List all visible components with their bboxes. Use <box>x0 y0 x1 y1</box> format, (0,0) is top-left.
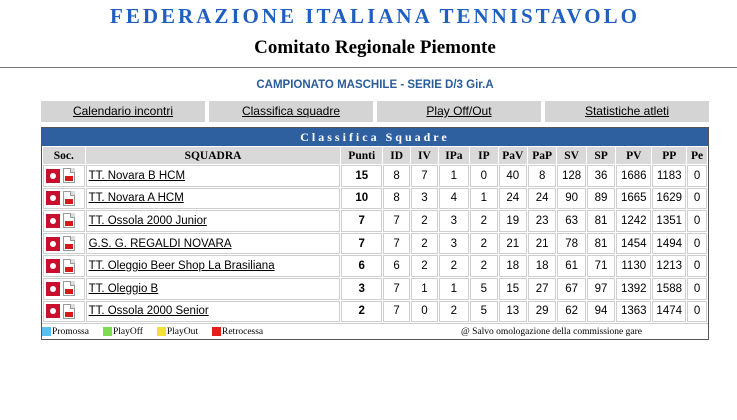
pp-cell: 1183 <box>652 165 686 187</box>
pav-cell: 19 <box>499 210 527 232</box>
sv-cell: 90 <box>557 188 585 210</box>
society-logo-icon[interactable] <box>46 282 60 296</box>
pp-cell: 1474 <box>652 301 686 323</box>
standings-caption: Classifica Squadre <box>42 128 708 146</box>
col-sv: SV <box>557 147 585 164</box>
pap-cell: 24 <box>528 188 556 210</box>
pp-cell: 1629 <box>652 188 686 210</box>
id-cell: 7 <box>383 233 410 255</box>
col-punti: Punti <box>341 147 381 164</box>
pdf-icon[interactable] <box>63 213 75 228</box>
punti-cell: 10 <box>341 188 381 210</box>
team-cell <box>86 301 341 323</box>
id-cell: 8 <box>383 165 410 187</box>
ip-cell: 2 <box>470 233 497 255</box>
iv-cell: 3 <box>411 188 437 210</box>
ip-cell: 2 <box>470 255 497 277</box>
pp-cell: 1588 <box>652 278 686 300</box>
col-ipa: IPa <box>439 147 470 164</box>
society-cell <box>43 165 85 187</box>
iv-cell: 2 <box>411 255 437 277</box>
pap-cell: 23 <box>528 210 556 232</box>
pp-cell: 1213 <box>652 255 686 277</box>
society-cell <box>43 301 85 323</box>
society-logo-icon[interactable] <box>46 237 60 251</box>
table-row <box>43 278 707 300</box>
pv-cell: 1665 <box>616 188 651 210</box>
iv-cell: 2 <box>411 210 437 232</box>
society-logo-icon[interactable] <box>46 304 60 318</box>
sv-cell: 67 <box>557 278 585 300</box>
federation-title: FEDERAZIONE ITALIANA TENNISTAVOLO <box>110 4 640 28</box>
id-cell: 7 <box>383 278 410 300</box>
sp-cell: 94 <box>587 301 615 323</box>
pav-cell: 40 <box>499 165 527 187</box>
society-logo-icon[interactable] <box>46 214 60 228</box>
pe-cell: 0 <box>687 301 707 323</box>
society-logo-icon[interactable] <box>46 169 60 183</box>
iv-cell: 0 <box>411 301 437 323</box>
pv-cell: 1392 <box>616 278 651 300</box>
punti-cell: 15 <box>341 165 381 187</box>
promossa-swatch <box>42 327 51 336</box>
team-link[interactable]: G.S. G. REGALDI NOVARA <box>88 237 232 250</box>
team-link[interactable]: TT. Ossola 2000 Junior <box>88 214 207 227</box>
ipa-cell: 1 <box>439 278 470 300</box>
standings-header-row <box>43 147 707 164</box>
pv-cell: 1454 <box>616 233 651 255</box>
col-pe: Pe <box>687 147 707 164</box>
pv-cell: 1242 <box>616 210 651 232</box>
pe-cell: 0 <box>687 188 707 210</box>
team-link[interactable]: TT. Novara B HCM <box>88 169 186 182</box>
pdf-icon[interactable] <box>63 168 75 183</box>
pv-cell: 1686 <box>616 165 651 187</box>
table-row <box>43 255 707 277</box>
ip-cell: 5 <box>470 278 497 300</box>
society-logo-icon[interactable] <box>46 191 60 205</box>
pav-cell: 18 <box>499 255 527 277</box>
sp-cell: 71 <box>587 255 615 277</box>
pe-cell: 0 <box>687 165 707 187</box>
ip-cell: 2 <box>470 210 497 232</box>
pap-cell: 21 <box>528 233 556 255</box>
pav-cell: 15 <box>499 278 527 300</box>
team-cell <box>86 165 341 187</box>
col-id: ID <box>383 147 410 164</box>
ip-cell: 5 <box>470 301 497 323</box>
col-soc: Soc. <box>43 147 85 164</box>
iv-cell: 2 <box>411 233 437 255</box>
pdf-icon[interactable] <box>63 259 75 274</box>
legend-row <box>42 323 708 339</box>
table-row <box>43 301 707 323</box>
pe-cell: 0 <box>687 278 707 300</box>
pap-cell: 29 <box>528 301 556 323</box>
header-divider <box>0 67 737 68</box>
pe-cell: 0 <box>687 255 707 277</box>
ipa-cell: 2 <box>439 255 470 277</box>
col-pap: PaP <box>528 147 556 164</box>
team-cell <box>86 255 341 277</box>
legend-label: Retrocessa <box>222 326 264 337</box>
col-ip: IP <box>470 147 497 164</box>
standings-panel <box>41 127 709 340</box>
ipa-cell: 1 <box>439 165 470 187</box>
playout-swatch <box>157 327 166 336</box>
col-pp: PP <box>652 147 686 164</box>
team-link[interactable]: TT. Oleggio B <box>88 282 159 295</box>
punti-cell: 6 <box>341 255 381 277</box>
id-cell: 8 <box>383 188 410 210</box>
society-cell <box>43 278 85 300</box>
sv-cell: 78 <box>557 233 585 255</box>
col-sp: SP <box>587 147 615 164</box>
team-link[interactable]: TT. Oleggio Beer Shop La Brasiliana <box>88 260 275 273</box>
sp-cell: 97 <box>587 278 615 300</box>
id-cell: 7 <box>383 301 410 323</box>
ip-cell: 1 <box>470 188 497 210</box>
sp-cell: 36 <box>587 165 615 187</box>
col-iv: IV <box>411 147 437 164</box>
championship-title: CAMPIONATO MASCHILE - SERIE D/3 Gir.A <box>256 79 494 91</box>
pap-cell: 8 <box>528 165 556 187</box>
ipa-cell: 4 <box>439 188 470 210</box>
col-squadra: SQUADRA <box>86 147 341 164</box>
pp-cell: 1351 <box>652 210 686 232</box>
team-cell <box>86 188 341 210</box>
ip-cell: 0 <box>470 165 497 187</box>
pp-cell: 1494 <box>652 233 686 255</box>
team-cell <box>86 233 341 255</box>
legend-label: PlayOff <box>112 326 143 337</box>
table-row <box>43 233 707 255</box>
pap-cell: 18 <box>528 255 556 277</box>
team-cell <box>86 210 341 232</box>
society-logo-icon[interactable] <box>46 259 60 273</box>
committee-title: Comitato Regionale Piemonte <box>254 37 496 58</box>
sp-cell: 89 <box>587 188 615 210</box>
legend-retrocessa <box>212 327 263 337</box>
iv-cell: 7 <box>411 165 437 187</box>
sv-cell: 62 <box>557 301 585 323</box>
legend-label: PlayOut <box>166 326 198 337</box>
id-cell: 7 <box>383 210 410 232</box>
section-menu <box>41 101 709 122</box>
team-link[interactable]: TT. Ossola 2000 Senior <box>88 305 209 318</box>
iv-cell: 1 <box>411 278 437 300</box>
retrocessa-swatch <box>212 327 221 336</box>
sp-cell: 81 <box>587 233 615 255</box>
team-link[interactable]: TT. Novara A HCM <box>88 192 184 205</box>
playoff-swatch <box>103 327 112 336</box>
pdf-icon[interactable] <box>63 281 75 296</box>
punti-cell: 2 <box>341 301 381 323</box>
menu-playoff-link[interactable]: Play Off/Out <box>377 101 541 122</box>
pe-cell: 0 <box>687 233 707 255</box>
pdf-icon[interactable] <box>63 304 75 319</box>
pv-cell: 1130 <box>616 255 651 277</box>
pv-cell: 1363 <box>616 301 651 323</box>
punti-cell: 7 <box>341 210 381 232</box>
ipa-cell: 2 <box>439 301 470 323</box>
sp-cell: 81 <box>587 210 615 232</box>
society-cell <box>43 210 85 232</box>
legend-note: @ Salvo omologazione della commissione gare <box>460 326 642 337</box>
pav-cell: 21 <box>499 233 527 255</box>
society-cell <box>43 233 85 255</box>
menu-calendario-link[interactable]: Calendario incontri <box>41 101 205 122</box>
pap-cell: 27 <box>528 278 556 300</box>
table-row <box>43 188 707 210</box>
table-row <box>43 165 707 187</box>
sv-cell: 61 <box>557 255 585 277</box>
pav-cell: 24 <box>499 188 527 210</box>
ipa-cell: 3 <box>439 210 470 232</box>
menu-classifica-link[interactable]: Classifica squadre <box>209 101 373 122</box>
col-pav: PaV <box>499 147 527 164</box>
ipa-cell: 3 <box>439 233 470 255</box>
sv-cell: 63 <box>557 210 585 232</box>
society-cell <box>43 188 85 210</box>
id-cell: 6 <box>383 255 410 277</box>
legend-promossa <box>42 327 89 337</box>
pe-cell: 0 <box>687 210 707 232</box>
menu-statistiche-link[interactable]: Statistiche atleti <box>545 101 709 122</box>
col-pv: PV <box>616 147 651 164</box>
legend-playoff <box>103 327 143 337</box>
legend-label: Promossa <box>52 326 89 337</box>
table-row <box>43 210 707 232</box>
punti-cell: 7 <box>341 233 381 255</box>
society-cell <box>43 255 85 277</box>
pav-cell: 13 <box>499 301 527 323</box>
pdf-icon[interactable] <box>63 236 75 251</box>
team-cell <box>86 278 341 300</box>
legend-playout <box>157 327 198 337</box>
standings-table <box>42 146 708 323</box>
punti-cell: 3 <box>341 278 381 300</box>
pdf-icon[interactable] <box>63 191 75 206</box>
sv-cell: 128 <box>557 165 585 187</box>
